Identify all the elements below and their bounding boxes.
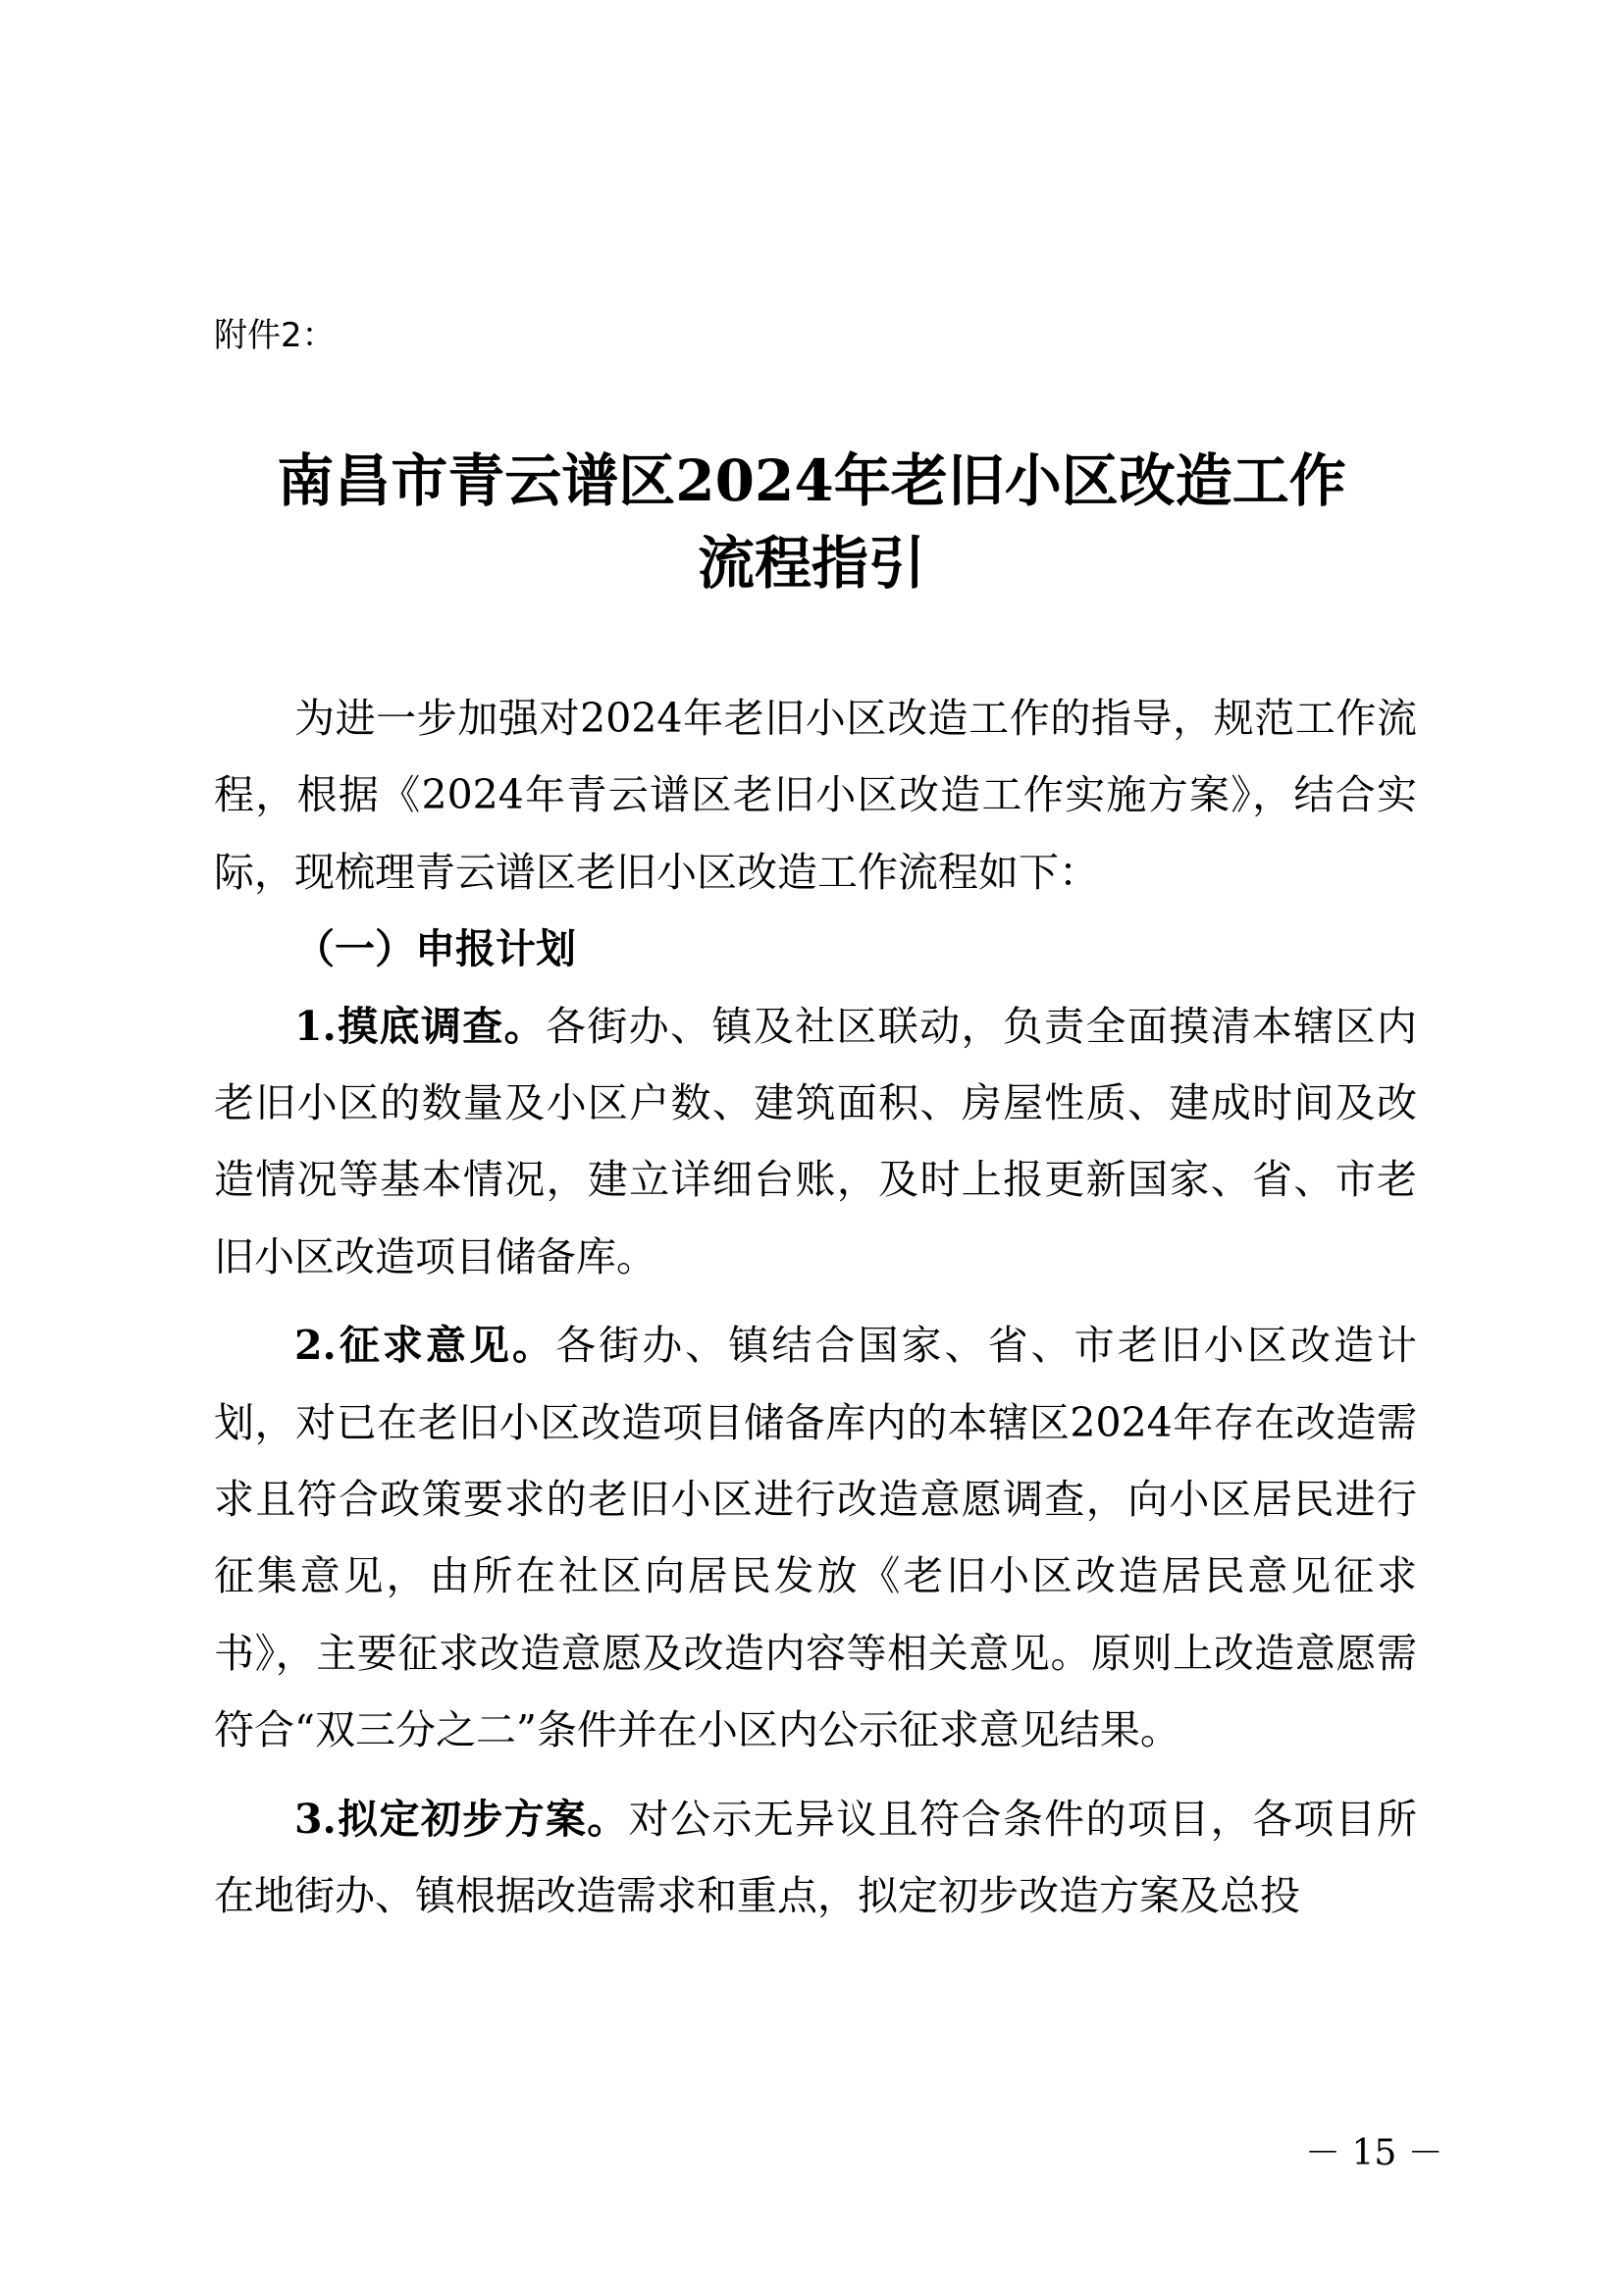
list-item [214, 1307, 1417, 1768]
item-text: 各街办、镇及社区联动，负责全面摸清本辖区内老旧小区的数量及小区户数、建筑面积、房屋性质、建成时间及改造情况等基本情况，建立详细台账，及时上报更新国家、省、市老旧小区改造项目储备库。 [214, 1002, 1417, 1280]
item-lead: 3.拟定初步方案。 [294, 1795, 629, 1843]
attachment-label: 附件2： [214, 316, 336, 355]
section-heading: （一）申报计划 [294, 925, 576, 973]
item-text: 对公示无异议且符合条件的项目，各项目所在地街办、镇根据改造需求和重点，拟定初步改造方案及总投 [214, 1795, 1417, 1920]
item-lead: 2.征求意见。 [294, 1322, 556, 1370]
intro-paragraph: 为进一步加强对2024年老旧小区改造工作的指导，规范工作流程，根据《2024年青云谱区老旧小区改造工作实施方案》，结合实际，现梳理青云谱区老旧小区改造工作流程如下： [214, 695, 1417, 896]
document-title-line-1: 南昌市青云谱区2024年老旧小区改造工作 [277, 447, 1346, 514]
page-number: － 15 － [1305, 2133, 1443, 2173]
list-item [214, 1781, 1417, 1935]
document-title-line-2: 流程指引 [697, 530, 925, 597]
item-lead: 1.摸底调查。 [294, 1002, 546, 1050]
item-text: 各街办、镇结合国家、省、市老旧小区改造计划，对已在老旧小区改造项目储备库内的本辖区2024年存在改造需求且符合政策要求的老旧小区进行改造意愿调查，向小区居民进行征集意见，由所在社区向居民发放《老旧小区改造居民意见征求书》，主要征求改造意愿及改造内容等相关意见。原则上改造意愿需符合“双三分之二”条件并在小区内公示征求意见结果。 [214, 1322, 1417, 1754]
list-item [214, 988, 1417, 1296]
document-body [214, 680, 1417, 1935]
